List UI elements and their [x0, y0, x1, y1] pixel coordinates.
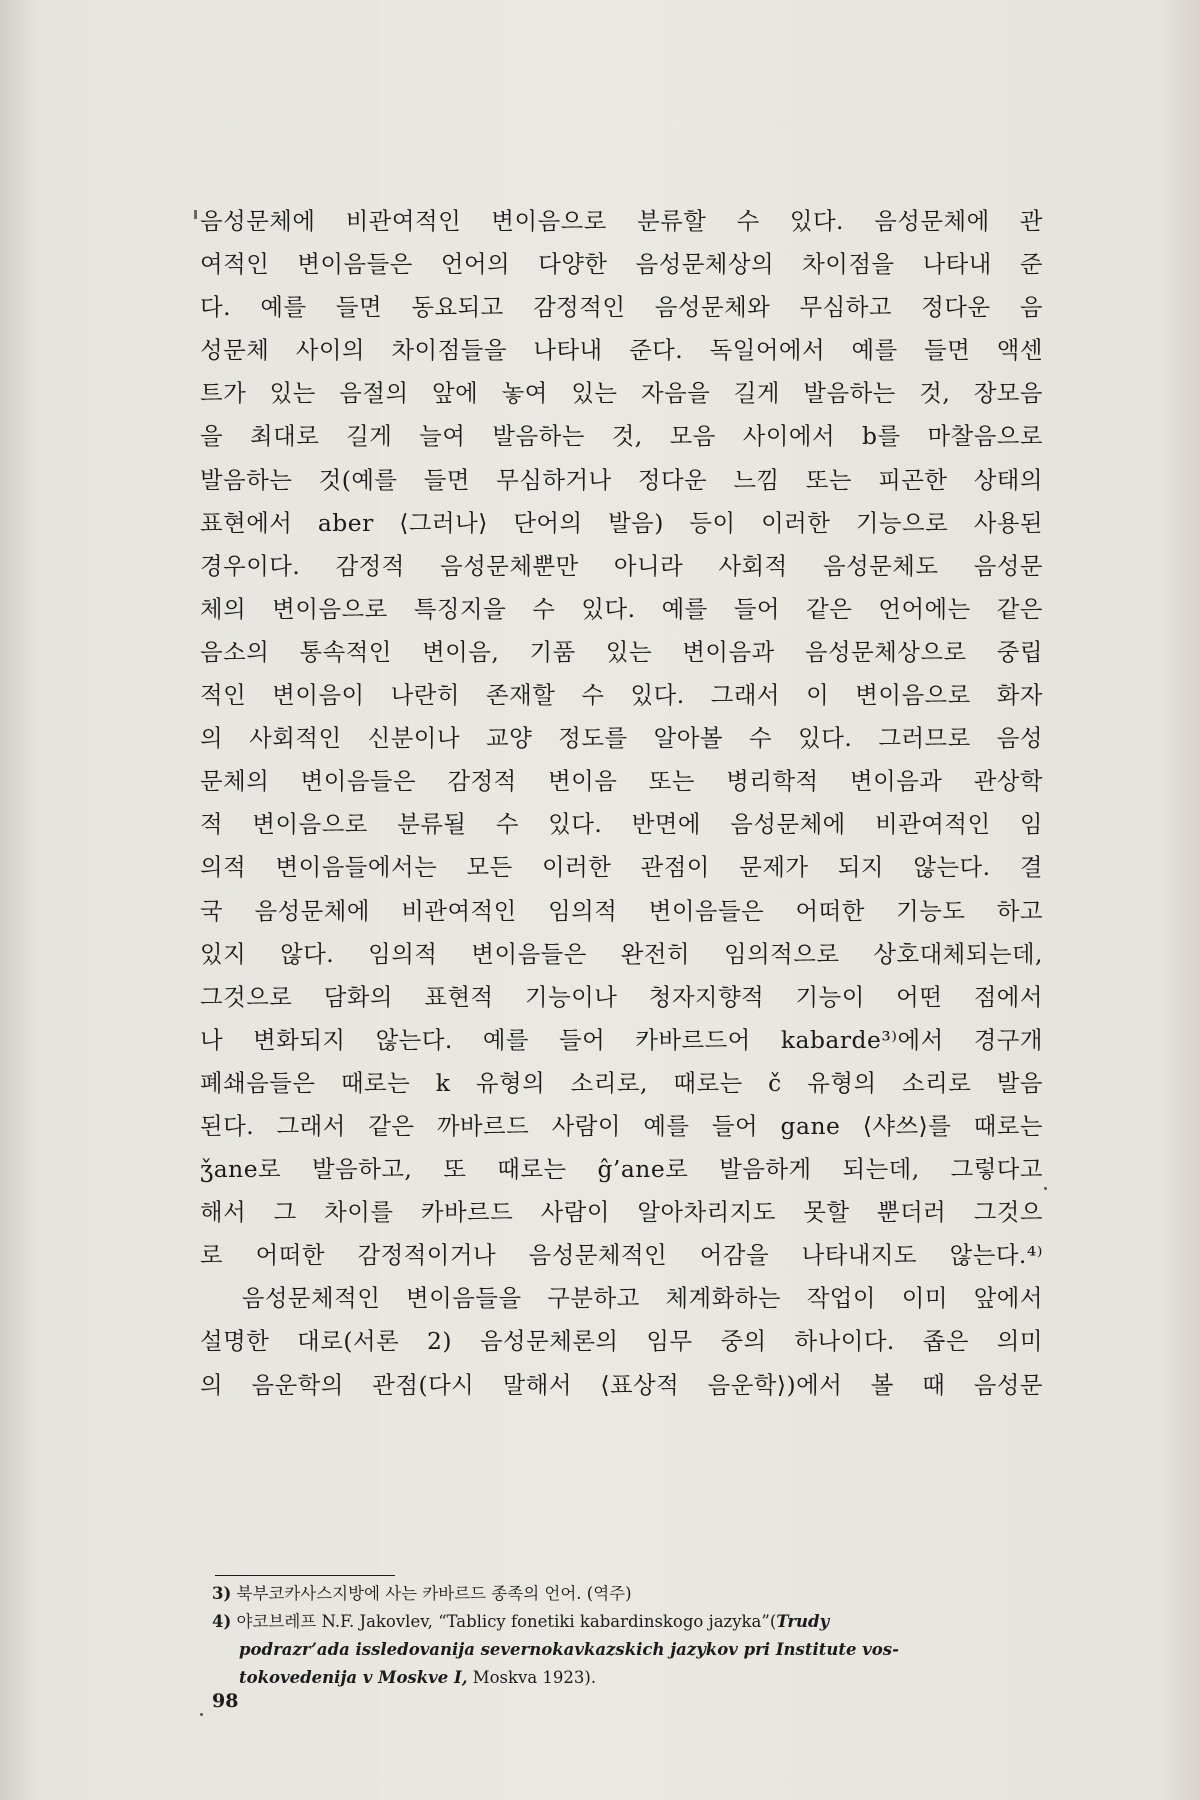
body-line: 표현에서 aber ⟨그러나⟩ 단어의 발음) 등이 이러한 기능으로 사용된 — [200, 508, 1043, 537]
body-line: 적인 변이음이 나란히 존재할 수 있다. 그래서 이 변이음으로 화자 — [200, 681, 1043, 710]
footnote-3 — [212, 1580, 1042, 1608]
body-line: 국 음성문체에 비관여적인 임의적 변이음들은 어떠한 기능도 하고 — [200, 896, 1043, 925]
body-line: 의적 변이음들에서는 모든 이러한 관점이 문제가 되지 않는다. 결 — [200, 853, 1043, 882]
footnote-text: Moskva 1923). — [467, 1668, 597, 1687]
body-text — [200, 200, 1043, 1407]
body-line: 의 음운학의 관점(다시 말해서 ⟨표상적 음운학⟩)에서 볼 때 음성문 — [200, 1370, 1043, 1399]
body-line: 음소의 통속적인 변이음, 기품 있는 변이음과 음성문체상으로 중립 — [200, 637, 1043, 666]
body-line: 있지 않다. 임의적 변이음들은 완전히 임의적으로 상호대체되는데, — [200, 939, 1043, 968]
footnote-divider — [215, 1575, 395, 1576]
body-line: ǯane로 발음하고, 또 때로는 ĝ’ane로 발음하게 되는데, 그렇다고 — [200, 1155, 1043, 1184]
body-line: 문체의 변이음들은 감정적 변이음 또는 병리학적 변이음과 관상학 — [200, 767, 1043, 796]
body-line: 의 사회적인 신분이나 교양 정도를 알아볼 수 있다. 그러므로 음성 — [200, 724, 1043, 753]
body-line: 음성문체에 비관여적인 변이음으로 분류할 수 있다. 음성문체에 관 — [200, 207, 1043, 235]
footnote-italic-title: podrazr’ada issledovanija severnokavkazskich jazykov pri Institute vos- — [239, 1640, 899, 1659]
footnote-italic-title: Trudy — [776, 1612, 830, 1631]
footnote-text: 북부코카사스지방에 사는 카바르드 종족의 언어. (역주) — [236, 1584, 632, 1603]
body-line: 설명한 대로(서론 2) 음성문체론의 임무 중의 하나이다. 좁은 의미 — [200, 1327, 1043, 1356]
footnote-number: 4) — [212, 1612, 232, 1631]
body-line: 체의 변이음으로 특징지을 수 있다. 예를 들어 같은 언어에는 같은 — [200, 594, 1043, 623]
footnote-4-continued — [212, 1636, 1042, 1664]
body-line: 을 최대로 길게 늘여 발음하는 것, 모음 사이에서 b를 마찰음으로 — [200, 422, 1043, 451]
footnote-text: 야코브레프 N.F. Jakovlev, “Tablicy fonetiki kabardinskogo jazyka”( — [236, 1612, 777, 1631]
body-line: 경우이다. 감정적 음성문체뿐만 아니라 사회적 음성문체도 음성문 — [200, 551, 1043, 580]
body-line: 나 변화되지 않는다. 예를 들어 카바르드어 kabarde³⁾에서 경구개 — [200, 1025, 1043, 1054]
footnote-italic-title: tokovedenija v Moskve I, — [239, 1668, 468, 1687]
footnote-number: 3) — [212, 1584, 232, 1603]
body-line: 발음하는 것(예를 들면 무심하거나 정다운 느낌 또는 피곤한 상태의 — [200, 465, 1043, 494]
scan-mark — [194, 210, 197, 219]
page-number: 98 — [212, 1690, 239, 1712]
body-line: 로 어떠한 감정적이거나 음성문체적인 어감을 나타내지도 않는다.⁴⁾ — [200, 1241, 1043, 1270]
body-line: 트가 있는 음절의 앞에 놓여 있는 자음을 길게 발음하는 것, 장모음 — [200, 379, 1043, 408]
body-line: 음성문체적인 변이음들을 구분하고 체계화하는 작업이 이미 앞에서 — [200, 1284, 1043, 1313]
body-line: 다. 예를 들면 동요되고 감정적인 음성문체와 무심하고 정다운 음 — [200, 293, 1043, 322]
body-line: 해서 그 차이를 카바르드 사람이 알아차리지도 못할 뿐더러 그것으 — [200, 1198, 1043, 1227]
body-line: 성문체 사이의 차이점들을 나타내 준다. 독일어에서 예를 들면 액센 — [200, 336, 1043, 365]
footnote-4-continued — [212, 1664, 1042, 1692]
body-line: 된다. 그래서 같은 까바르드 사람이 예를 들어 gane ⟨샤쓰⟩를 때로는 — [200, 1111, 1043, 1140]
scan-speck — [200, 1713, 203, 1716]
footnotes — [212, 1580, 1042, 1692]
body-line: 그것으로 담화의 표현적 기능이나 청자지향적 기능이 어떤 점에서 — [200, 982, 1043, 1011]
scan-speck — [1044, 1187, 1047, 1190]
body-line: 여적인 변이음들은 언어의 다양한 음성문체상의 차이점을 나타내 준 — [200, 250, 1043, 279]
body-line: 폐쇄음들은 때로는 k 유형의 소리로, 때로는 č 유형의 소리로 발음 — [200, 1068, 1043, 1097]
footnote-4 — [212, 1608, 1042, 1636]
body-line: 적 변이음으로 분류될 수 있다. 반면에 음성문체에 비관여적인 임 — [200, 810, 1043, 839]
